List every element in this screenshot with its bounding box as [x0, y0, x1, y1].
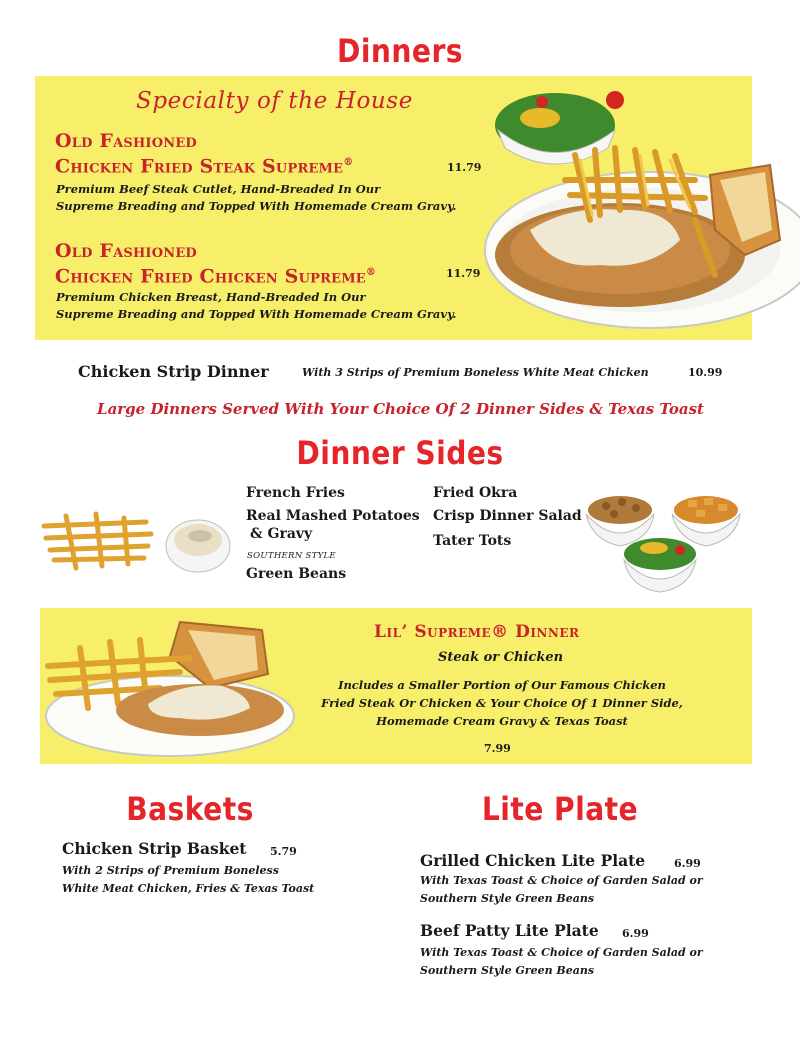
- cfs-reg-mark: ®: [343, 157, 354, 168]
- lil-supreme-desc-line3: Homemade Cream Gravy & Texas Toast: [376, 714, 628, 728]
- cfs-desc-line1: Premium Beef Steak Cutlet, Hand-Breaded In Our: [56, 182, 381, 196]
- cfs-title-line1: Old Fashioned: [55, 130, 197, 152]
- beef-lite-desc-line2: Southern Style Green Beans: [420, 964, 595, 977]
- dinners-heading: Dinners: [337, 32, 463, 70]
- side-mashed-potatoes: Real Mashed Potatoes: [246, 508, 420, 524]
- strip-dinner-price: 10.99: [688, 366, 723, 379]
- cfs-title-line2: [55, 152, 353, 177]
- cfc-title-line1: Old Fashioned: [55, 240, 197, 262]
- served-note: Large Dinners Served With Your Choice Of 2 Dinner Sides & Texas Toast: [97, 400, 704, 418]
- side-gravy: & Gravy: [250, 526, 313, 542]
- grilled-lite-name: Grilled Chicken Lite Plate: [420, 851, 646, 870]
- sides-bowls-image: [584, 488, 764, 594]
- basket-desc-line2: White Meat Chicken, Fries & Texas Toast: [62, 882, 315, 895]
- beef-lite-name: Beef Patty Lite Plate: [420, 921, 599, 940]
- basket-price: 5.79: [270, 845, 297, 858]
- side-french-fries: French Fries: [246, 485, 345, 501]
- lil-supreme-title: Lil’ Supreme® Dinner: [374, 622, 580, 642]
- lil-supreme-desc-line2: Fried Steak Or Chicken & Your Choice Of 1 Dinner Side,: [321, 696, 683, 710]
- strip-dinner-desc: With 3 Strips of Premium Boneless White Meat Chicken: [302, 366, 649, 379]
- side-fried-okra: Fried Okra: [433, 485, 518, 501]
- lil-supreme-desc-line1: Includes a Smaller Portion of Our Famous Chicken: [338, 678, 666, 692]
- dinner-sides-heading: Dinner Sides: [296, 434, 504, 472]
- grilled-lite-price: 6.99: [674, 857, 701, 870]
- cfc-title-text: Chicken Fried Chicken Supreme: [55, 265, 366, 288]
- steak-plate-image: [480, 80, 800, 340]
- side-green-beans: Green Beans: [246, 566, 347, 582]
- grilled-lite-desc-line1: With Texas Toast & Choice of Garden Salad or: [420, 874, 703, 887]
- baskets-heading: Baskets: [126, 790, 254, 828]
- cfc-desc-line1: Premium Chicken Breast, Hand-Breaded In Our: [56, 290, 366, 304]
- lil-supreme-price: 7.99: [484, 742, 511, 755]
- side-southern-label: SOUTHERN STYLE: [247, 551, 336, 561]
- strip-dinner-name: Chicken Strip Dinner: [78, 362, 269, 381]
- grilled-lite-desc-line2: Southern Style Green Beans: [420, 892, 595, 905]
- side-dinner-salad: Crisp Dinner Salad: [433, 508, 582, 524]
- cfs-price: 11.79: [447, 161, 482, 174]
- cfc-price: 11.79: [446, 267, 481, 280]
- lil-supreme-desc: [318, 676, 686, 730]
- cfs-desc-line2: Supreme Breading and Topped With Homemade Cream Gravy.: [56, 199, 457, 213]
- lite-plate-heading: Lite Plate: [481, 790, 639, 828]
- basket-desc-line1: With 2 Strips of Premium Boneless: [62, 864, 279, 877]
- specialty-heading: Specialty of the House: [136, 88, 413, 114]
- side-tater-tots: Tater Tots: [433, 533, 512, 549]
- basket-name: Chicken Strip Basket: [62, 839, 247, 858]
- cfc-title-line2: [55, 262, 376, 287]
- lil-supreme-image: [40, 608, 300, 758]
- fries-potatoes-image: [36, 506, 240, 580]
- cfs-title-text: Chicken Fried Steak Supreme: [55, 155, 344, 178]
- lil-supreme-subtitle: Steak or Chicken: [438, 650, 564, 665]
- beef-lite-price: 6.99: [622, 927, 649, 940]
- cfc-desc-line2: Supreme Breading and Topped With Homemade Cream Gravy.: [56, 307, 457, 321]
- cfc-reg-mark: ®: [365, 267, 377, 278]
- beef-lite-desc-line1: With Texas Toast & Choice of Garden Salad or: [420, 946, 703, 959]
